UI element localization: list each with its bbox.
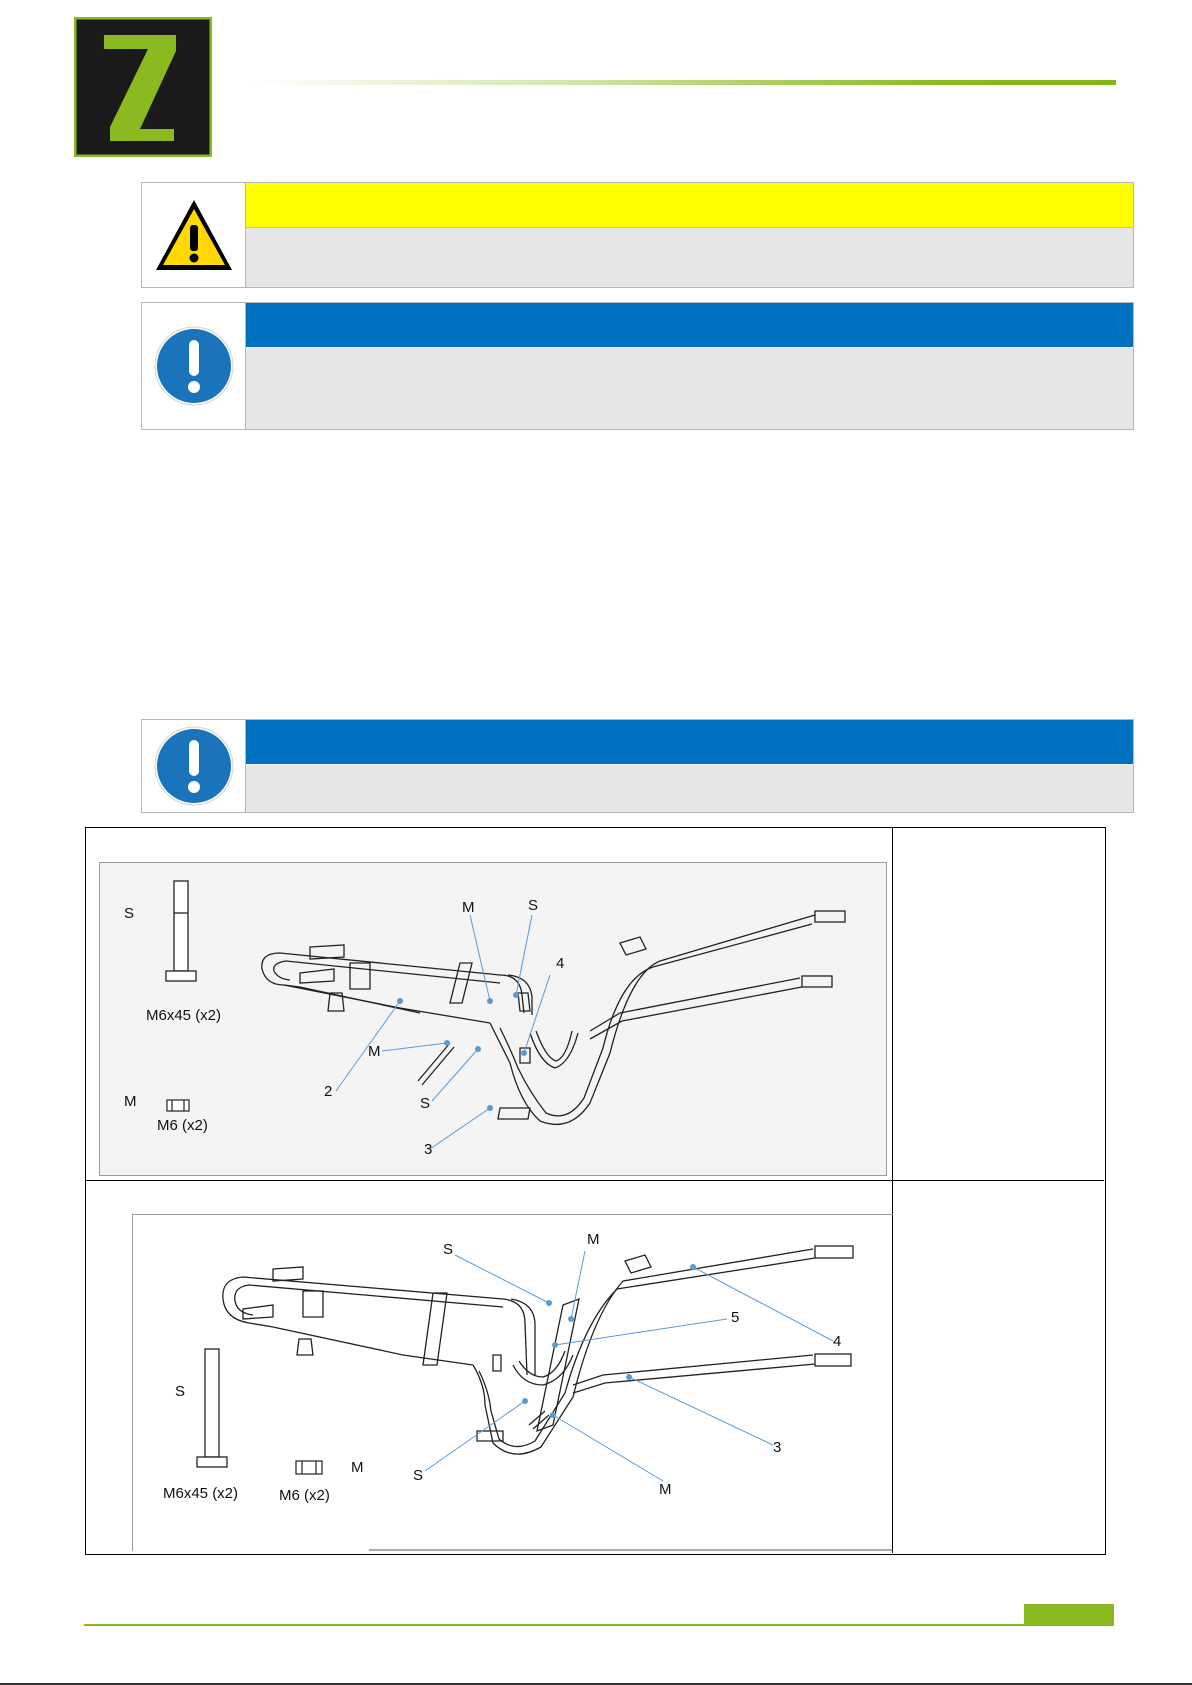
callout-m: M — [659, 1481, 672, 1498]
callout-m: M — [368, 1043, 381, 1060]
screw-tag: S — [124, 905, 135, 922]
brand-logo — [74, 17, 212, 157]
note-header-bar — [246, 720, 1133, 764]
table-row-divider — [86, 1180, 1104, 1181]
warning-header-bar — [246, 183, 1133, 228]
callout-part-4: 4 — [833, 1333, 842, 1350]
note-icon-cell — [142, 303, 246, 429]
callout-leaders — [336, 915, 550, 1149]
callout-m: M — [587, 1231, 600, 1248]
nut-drawing — [167, 1100, 189, 1111]
nut-drawing — [296, 1461, 322, 1474]
screw-spec: M6x45 (x2) — [146, 1007, 222, 1024]
bolt-drawing — [197, 1349, 227, 1467]
nut-tag: M — [124, 1093, 137, 1110]
nut-tag: M — [351, 1459, 364, 1476]
callout-part-4: 4 — [556, 955, 565, 972]
footer-page-tab — [1024, 1604, 1114, 1626]
nut-spec: M6 (x2) — [157, 1117, 208, 1134]
note-header-bar — [246, 303, 1133, 347]
callout-part-2: 2 — [324, 1083, 333, 1100]
callout-s: S — [413, 1467, 424, 1484]
warning-notice — [141, 182, 1134, 288]
callout-dots — [522, 1264, 696, 1418]
callout-s: S — [443, 1241, 454, 1258]
callout-leaders — [425, 1251, 833, 1481]
nut-spec: M6 (x2) — [279, 1487, 330, 1504]
note-body — [246, 765, 1133, 812]
note-notice-1 — [141, 302, 1134, 430]
callout-part-5: 5 — [731, 1309, 740, 1326]
note-icon-cell — [142, 720, 246, 812]
warning-triangle-icon — [153, 197, 235, 273]
callout-part-3: 3 — [773, 1439, 782, 1456]
footer-rule — [84, 1624, 1024, 1626]
bolt-drawing — [166, 881, 196, 981]
callout-s: S — [420, 1095, 431, 1112]
step2-figure — [132, 1214, 893, 1551]
exclamation-circle-icon — [153, 325, 235, 407]
callout-dots — [397, 992, 527, 1111]
exclamation-circle-icon — [153, 725, 235, 807]
screw-tag: S — [175, 1383, 186, 1400]
warning-body — [246, 228, 1133, 287]
header-rule — [250, 80, 1116, 85]
callout-part-3: 3 — [424, 1141, 433, 1158]
assembly-table — [85, 827, 1106, 1555]
note-notice-2 — [141, 719, 1134, 813]
note-body — [246, 348, 1133, 429]
warning-icon-cell — [142, 183, 246, 287]
frame-tubes — [223, 1246, 853, 1454]
step1-figure — [99, 862, 887, 1176]
callout-m: M — [462, 899, 475, 916]
callout-s: S — [528, 897, 539, 914]
screw-spec: M6x45 (x2) — [163, 1485, 239, 1502]
step2-frame-drawing — [133, 1215, 893, 1551]
frame-tubes — [262, 911, 845, 1124]
